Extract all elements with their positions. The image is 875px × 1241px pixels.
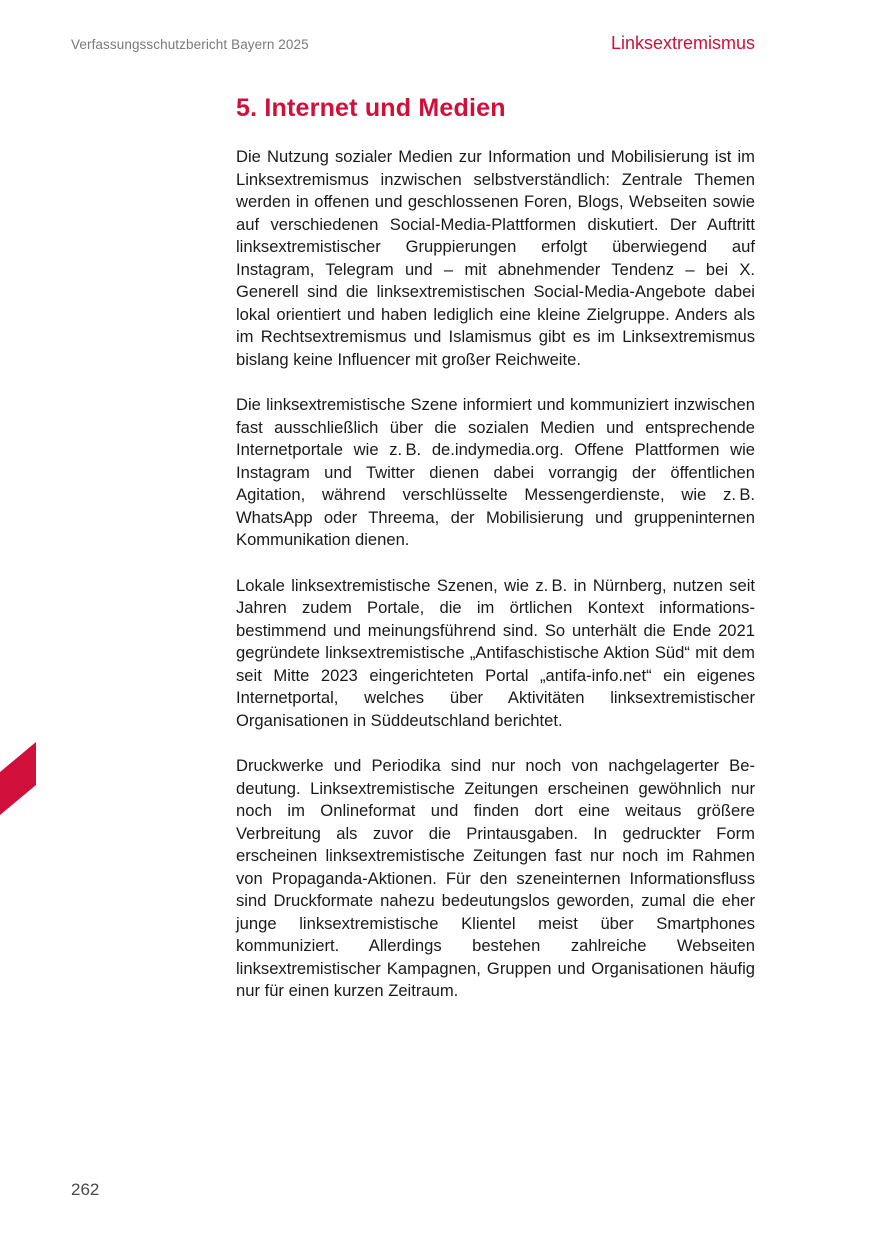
paragraph: Druckwerke und Periodika sind nur noch von nachgelagerter Bedeutung. Linksextremistische Zeitungen erscheinen gewöhnlich nur noch im Onlineformat und finden dort eine weitaus größere Verbreitung als zuvor die Printausgaben. In gedruckter Form erscheinen linksextremistische Zeitungen fast nur noch im Rahmen von Propaganda-Aktionen. Für den szeneinternen Informationsfluss sind Druckformate nahezu bedeutungslos geworden, zumal die eher junge linksextremistische Klientel meist über Smartphones kommuniziert. Allerdings bestehen zahlreiche Webseiten linksextremistischer Kampagnen, Gruppen und Organisationen häufig nur für einen kurzen Zeitraum.	[236, 756, 755, 1000]
body-text	[236, 146, 755, 1026]
chapter-marker-tab	[0, 742, 36, 815]
section-title: 5. Internet und Medien	[236, 94, 506, 122]
paragraph: Die linksextremistische Szene informiert und kommuniziert inzwischen fast ausschließlich über die sozialen Medien und entsprechende Internetportale wie z. B. de.indymedia.org. Offene Plattformen wie Instagram und Twitter dienen dabei vorrangig der öffentlichen Agitation, während verschlüsselte Messengerdienste, wie z. B. WhatsApp oder Threema, der Mobilisierung und gruppeninternen Kommunikation dienen.	[236, 395, 755, 549]
paragraph: Lokale linksextremistische Szenen, wie z. B. in Nürnberg, nutzen seit Jahren zudem Portale, die im örtlichen Kontext informationsbestimmend und meinungsführend sind. So unterhält die Ende 2021 gegründete linksextremistische „Antifaschistische Aktion Süd“ mit dem seit Mitte 2023 eingerichteten Portal „antifa-info.​net“ ein eigenes Internetportal, welches über Aktivitäten linksextremistischer Organisationen in Süddeutschland berichtet.	[236, 575, 755, 730]
page-number: 262	[71, 1180, 100, 1199]
running-head-chapter: Linksextremismus	[610, 33, 755, 53]
paragraph: Die Nutzung sozialer Medien zur Information und Mobilisierung ist im Linksextremismus inzwischen selbstverständlich: Zentrale Themen werden in offenen und geschlossenen Foren, Blogs, Webseiten sowie auf verschiedenen Social-Media-Plattformen diskutiert. Der Auftritt linksextremistischer Gruppierungen erfolgt überwiegend auf Instagram, Telegram und – mit abnehmender Tendenz – bei X. Generell sind die linksextremistischen Social-Media-Angebote dabei lokal orientiert und haben lediglich eine kleine Zielgruppe. Anders als im Rechtsextremismus und Islamismus gibt es im Linksextremismus bislang keine Influencer mit großer Reichweite.	[236, 147, 755, 369]
running-head-publication: Verfassungsschutzbericht Bayern 2025	[71, 37, 309, 52]
